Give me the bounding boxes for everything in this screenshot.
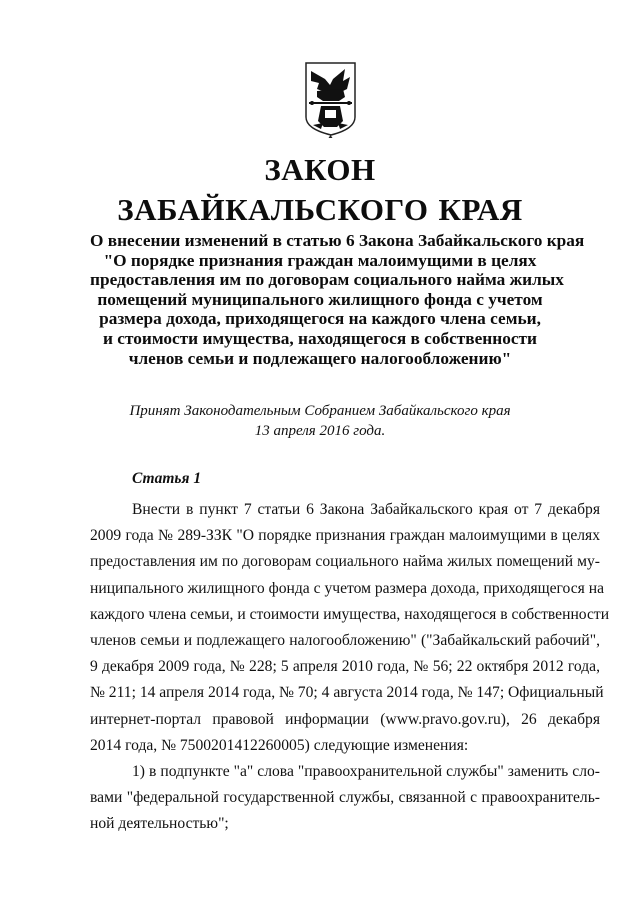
subtitle-line: О внесении изменений в статью 6 Закона Забайкальского края — [90, 231, 585, 250]
subtitle-line: помещений муниципального жилищного фонда с учетом — [97, 289, 543, 309]
region-title-part1: ЗАБАЙКАЛЬСКОГО — [117, 192, 429, 227]
region-title — [0, 192, 640, 228]
adoption-note — [90, 401, 550, 441]
article-heading: Статья 1 — [132, 470, 202, 487]
region-title-part2: КРАЯ — [438, 192, 523, 227]
subtitle-line: размера дохода, приходящегося на каждого члена семьи, — [99, 309, 541, 329]
body-line: предоставления им по договорам социального найма жилых помещений му- — [90, 553, 600, 571]
body-line: интернет-портал правовой информации (www.pravo.gov.ru), 26 декабря — [90, 710, 600, 728]
law-subtitle — [90, 231, 585, 368]
article-body — [90, 497, 610, 837]
law-title: ЗАКОН — [264, 152, 376, 187]
body-line: 2009 года № 289-ЗЗК "О порядке признания граждан малоимущими в целях — [90, 527, 600, 545]
subtitle-line: членов семьи и подлежащего налогообложению" — [128, 348, 512, 368]
body-line: Внести в пункт 7 статьи 6 Закона Забайкальского края от 7 декабря — [132, 501, 600, 518]
body-line: членов семьи и подлежащего налогообложению" ("Забайкальский рабочий", — [90, 631, 600, 649]
body-line: 2014 года, № 7500201412260005) следующие изменения: — [90, 736, 469, 754]
body-line: ниципального жилищного фонда с учетом размера дохода, приходящегося на — [90, 579, 605, 597]
item-line: вами "федеральной государственной службы, связанной с правоохранитель- — [90, 789, 600, 807]
subtitle-line: предоставления им по договорам социального найма жилых — [90, 270, 564, 290]
item-line: 1) в подпункте "а" слова "правоохранительной службы" заменить сло- — [132, 762, 600, 780]
subtitle-line: и стоимости имущества, находящегося в собственности — [103, 328, 537, 348]
coat-of-arms-icon — [303, 59, 358, 139]
subtitle-line: "О порядке признания граждан малоимущими в целях — [103, 250, 537, 270]
item-line: ной деятельностью"; — [90, 815, 229, 833]
body-line: каждого члена семьи, и стоимости имущества, находящегося в собственности — [90, 605, 610, 623]
adoption-date: 13 апреля 2016 года. — [254, 423, 386, 439]
body-line: № 211; 14 апреля 2014 года, № 70; 4 августа 2014 года, № 147; Официальный — [90, 684, 604, 702]
body-line: 9 декабря 2009 года, № 228; 5 апреля 2010 года, № 56; 22 октября 2012 года, — [90, 658, 600, 676]
adoption-line: Принят Законодательным Собранием Забайкальского края — [129, 403, 511, 419]
